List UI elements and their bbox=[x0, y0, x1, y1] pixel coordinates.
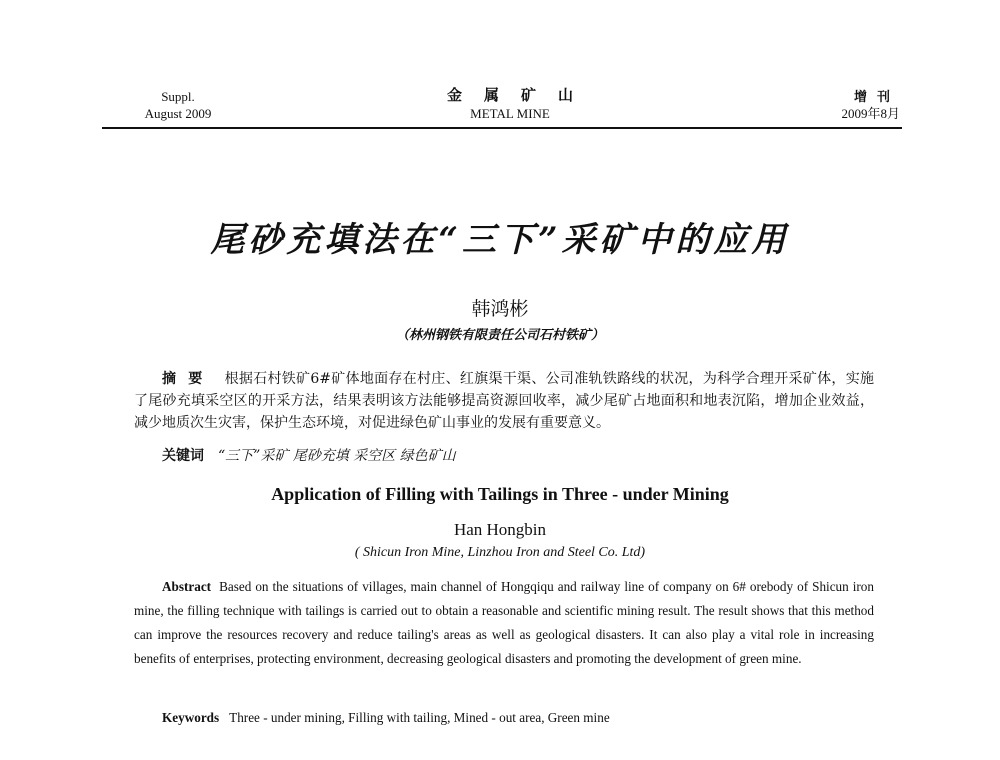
journal-name-en: METAL MINE bbox=[470, 106, 550, 121]
header-right bbox=[760, 88, 900, 122]
keywords-label-cn: 关键词 bbox=[162, 448, 204, 464]
keywords-en bbox=[162, 708, 872, 728]
header-supplement-cn: 增刊 bbox=[853, 89, 900, 104]
header-rule bbox=[102, 127, 902, 129]
abstract-en bbox=[134, 575, 874, 671]
abstract-label-cn: 摘要 bbox=[162, 371, 215, 387]
affiliation-cn: （林州钢铁有限责任公司石村铁矿） bbox=[395, 328, 604, 343]
keywords-label-en: Keywords bbox=[162, 710, 220, 725]
author-en: Han Hongbin bbox=[453, 520, 547, 539]
paper-title-en: Application of Filling with Tailings in Three - under Mining bbox=[271, 484, 729, 504]
keywords-text-en: Three - under mining, Filling with tailing, Mined - out area, Green mine bbox=[229, 710, 610, 725]
affiliation-en: ( Shicun Iron Mine, Linzhou Iron and Steel Co. Ltd) bbox=[354, 545, 646, 560]
header-date-cn: 2009年8月 bbox=[841, 106, 900, 121]
keywords-text-cn: “三下”采矿 尾砂充填 采空区 绿色矿山 bbox=[218, 448, 456, 464]
author-cn: 韩鸿彬 bbox=[471, 298, 529, 320]
abstract-text-en: Based on the situations of villages, main channel of Hongqiqu and railway line of company on 6# orebody of Shicun iron mine, the filling technique with tailings is carried out to obtain a reasonable and scientific mining result. The result shows that this method can improve the resources recovery and reduce tailing's areas as well as geological disasters. It can also play a vital role in increasing benefits of enterprises, protecting environment, decreasing geological disasters and promoting the development of green mine. bbox=[134, 579, 874, 666]
journal-name-cn: 金属矿山 bbox=[446, 88, 595, 104]
header-suppl: Suppl. bbox=[161, 89, 195, 104]
header-journal bbox=[400, 88, 620, 122]
header-date-en: August 2009 bbox=[144, 106, 212, 121]
keywords-cn bbox=[162, 446, 872, 466]
header-left bbox=[118, 88, 238, 122]
paper-title-cn: 尾砂充填法在“三下”采矿中的应用 bbox=[210, 220, 790, 260]
abstract-label-en: Abstract bbox=[162, 579, 212, 594]
abstract-cn bbox=[134, 368, 874, 434]
abstract-text-cn: 根据石村铁矿6#矿体地面存在村庄、红旗渠干渠、公司准轨铁路线的状况，为科学合理开采矿体，实施了尾砂充填采空区的开采方法，结果表明该方法能够提高资源回收率，减少尾矿占地面积和地表沉陷，增加企业效益，减少地质次生灾害，保护生态环境，对促进绿色矿山事业的发展有重要意义。 bbox=[134, 371, 875, 431]
